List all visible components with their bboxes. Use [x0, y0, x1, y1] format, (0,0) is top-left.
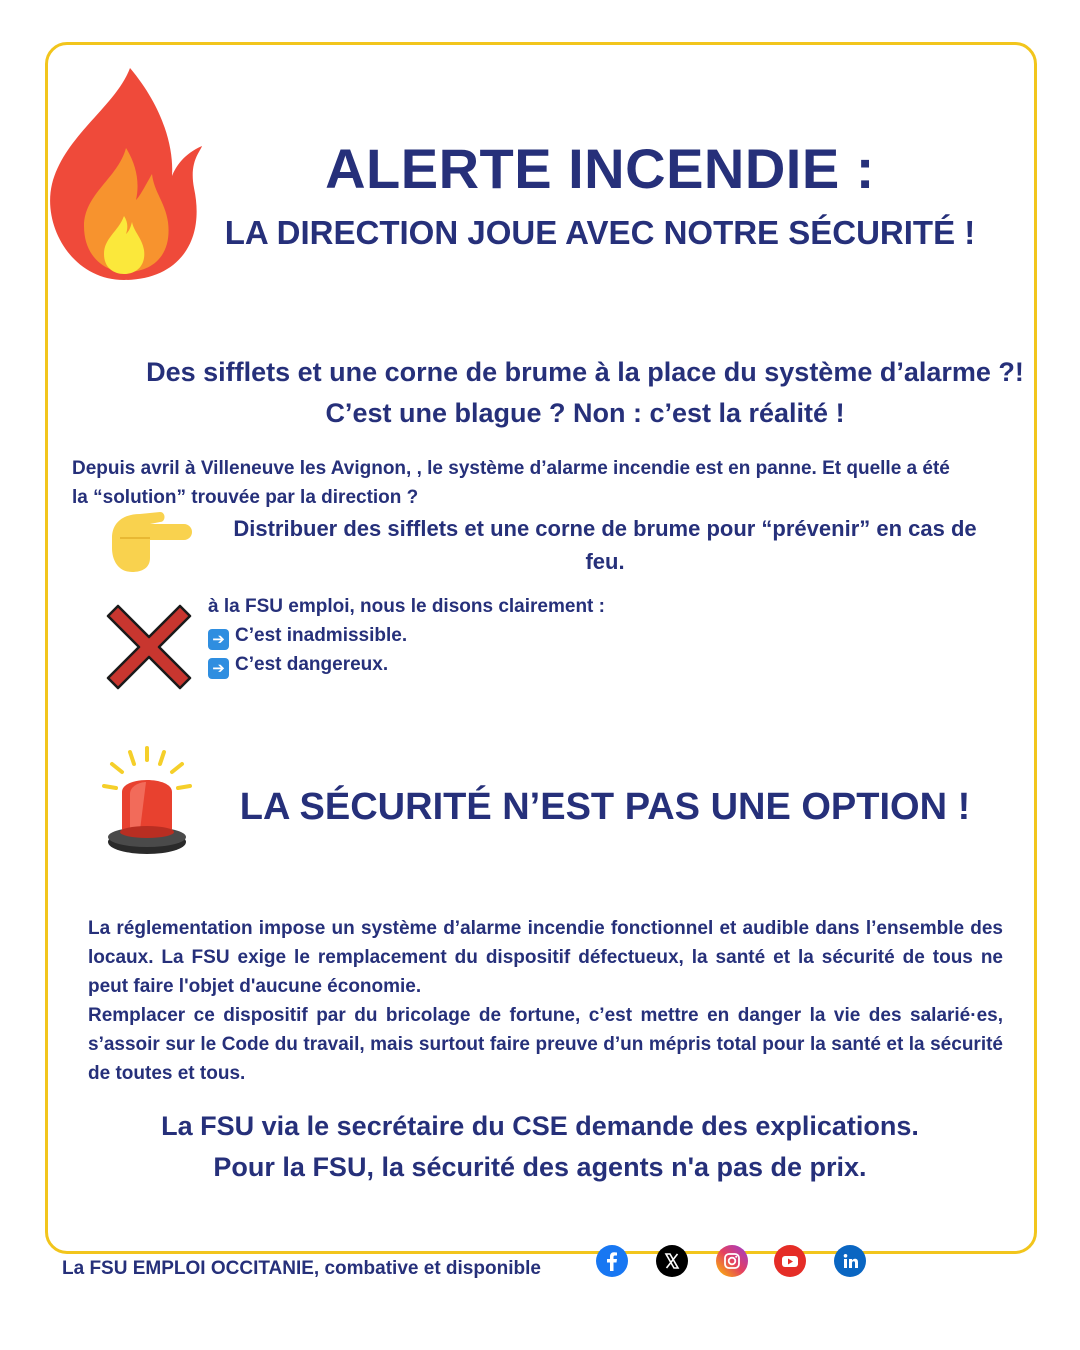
security-title: LA SÉCURITÉ N’EST PAS UNE OPTION ! [239, 786, 971, 828]
body-paragraph-1: La réglementation impose un système d’alarme incendie fonctionnel et audible dans l’ensemble des locaux. La FSU exige le remplacement du dispositif défectueux, la santé et la sécurité de tous ne peut faire l'objet d'aucune économie. [88, 918, 1003, 997]
fire-icon [44, 66, 204, 284]
question-line-2: C’est une blague ? Non : c’est la réalité ! [325, 398, 845, 428]
question-line-1: Des sifflets et une corne de brume à la place du système d’alarme ?! [146, 357, 1024, 387]
distribution-line-1: Distribuer des sifflets et une corne de brume pour “prévenir” en cas de [233, 516, 977, 541]
right-arrow-icon: ➔ [208, 658, 229, 679]
closing-line-1: La FSU via le secrétaire du CSE demande des explications. [161, 1111, 919, 1141]
fsu-statement-lead: à la FSU emploi, nous le disons clairement : [208, 596, 605, 617]
fsu-point-text: C’est inadmissible. [235, 625, 408, 646]
page-title: ALERTE INCENDIE : [325, 137, 875, 200]
cross-mark-icon [106, 604, 192, 690]
instagram-icon[interactable] [716, 1245, 748, 1277]
intro-line-2: la “solution” trouvée par la direction ? [72, 487, 419, 508]
closing-line-2: Pour la FSU, la sécurité des agents n'a pas de prix. [213, 1152, 867, 1182]
fsu-statement [208, 592, 605, 679]
linkedin-icon[interactable] [834, 1245, 866, 1277]
intro-line-1: Depuis avril à Villeneuve les Avignon, , le système d’alarme incendie est en panne. Et quelle a été [72, 458, 950, 479]
distribution-line-2: feu. [585, 549, 625, 574]
footer-tagline: La FSU EMPLOI OCCITANIE, combative et disponible [62, 1258, 541, 1279]
distribution-text [205, 512, 1005, 578]
facebook-icon[interactable] [596, 1245, 628, 1277]
fsu-point-dangerous [208, 650, 605, 679]
x-icon[interactable] [656, 1245, 688, 1277]
youtube-icon[interactable] [774, 1245, 806, 1277]
intro-text [72, 454, 1012, 512]
fsu-point-text: C’est dangereux. [235, 654, 389, 675]
right-arrow-icon: ➔ [208, 629, 229, 650]
pointing-hand-icon [106, 508, 194, 572]
siren-icon [100, 746, 194, 858]
body-text [88, 914, 1003, 1088]
closing-text [80, 1106, 1000, 1188]
question-block [120, 352, 1050, 434]
page-subtitle: LA DIRECTION JOUE AVEC NOTRE SÉCURITÉ ! [224, 214, 976, 251]
fsu-point-inadmissible [208, 621, 605, 650]
body-paragraph-2: Remplacer ce dispositif par du bricolage de fortune, c’est mettre en danger la vie des salarié·es, s’assoir sur le Code du travail, mais surtout faire preuve d’un mépris total pour la santé et la sécurité de toutes et tous. [88, 1005, 1003, 1084]
